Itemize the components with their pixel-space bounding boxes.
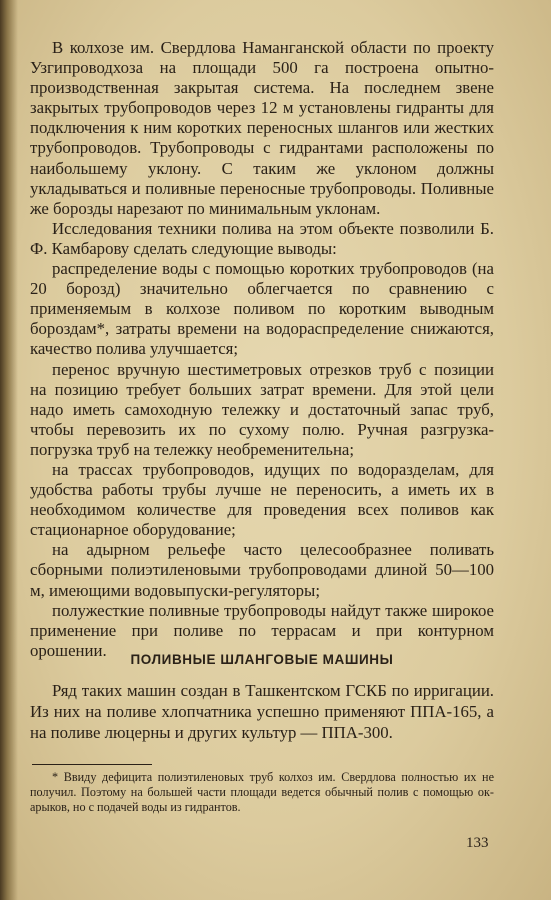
footnote-text: * Ввиду дефицита полиэтиленовых труб колхоз им. Свердлова полностью их не получил. Поэтому на большей части площади ведется обычный полив с помощью ок-арыков, но с подачей воды из гидрантов. <box>30 770 494 815</box>
section-heading: ПОЛИВНЫЕ ШЛАНГОВЫЕ МАШИНЫ <box>130 652 394 667</box>
footnote-divider <box>32 764 152 765</box>
page-number: 133 <box>466 835 489 851</box>
footnote <box>30 770 494 816</box>
paragraph-conclusion-5: полужесткие поливные трубопроводы найдут также широкое применение при поливе по террасам и при контурном орошении. <box>30 600 494 660</box>
page-binding-shadow <box>0 0 18 900</box>
paragraph-conclusion-4: на адырном рельефе часто целесообразнее поливать сборными полиэтиленовыми трубопроводами длиной 50—100 м, имеющими водовыпуски-регуляторы; <box>30 540 494 600</box>
section-text <box>30 680 494 743</box>
section-paragraph: Ряд таких машин создан в Ташкентском ГСКБ по ирригации. Из них на поливе хлопчатника успешно применяют ППА-165, а на поливе люцерны и других культур — ППА-300. <box>30 681 494 742</box>
paragraph-conclusion-1: распределение воды с помощью коротких трубопроводов (на 20 борозд) значительно облегчается по сравнению с применяемым в колхозе поливом по коротким выводным бороздам*, затраты времени на водораспределение снижаются, качество полива улучшается; <box>30 259 494 359</box>
main-text <box>30 38 494 661</box>
paragraph-intro: В колхозе им. Свердлова Наманганской области по проекту Узгипроводхоза на площади 500 га построена опытно-производственная закрытая система. На последнем звене закрытых трубопроводов через 12 м установлены гидранты для подключения к ним коротких переносных шлангов или жестких трубопроводов. Трубопроводы с гидрантами расположены по наибольшему уклону. С таким же уклоном должны укладываться и поливные переносные трубопроводы. Поливные же борозды нарезают по минимальным уклонам. <box>30 38 494 218</box>
paragraph-conclusion-3: на трассах трубопроводов, идущих по водоразделам, для удобства работы трубы лучше не переносить, а иметь их в необходимом количестве для проведения всех поливов как стационарное оборудование; <box>30 459 494 540</box>
paragraph-conclusions-lead: Исследования техники полива на этом объекте позволили Б. Ф. Камбарову сделать следующие выводы: <box>30 218 494 258</box>
paragraph-conclusion-2: перенос вручную шестиметровых отрезков труб с позиции на позицию требует больших затрат времени. Для этой цели надо иметь самоходную тележку и достаточный запас труб, чтобы перевозить их по сухому полю. Ручная разгрузка-погрузка труб на тележку необременительна; <box>30 359 494 459</box>
